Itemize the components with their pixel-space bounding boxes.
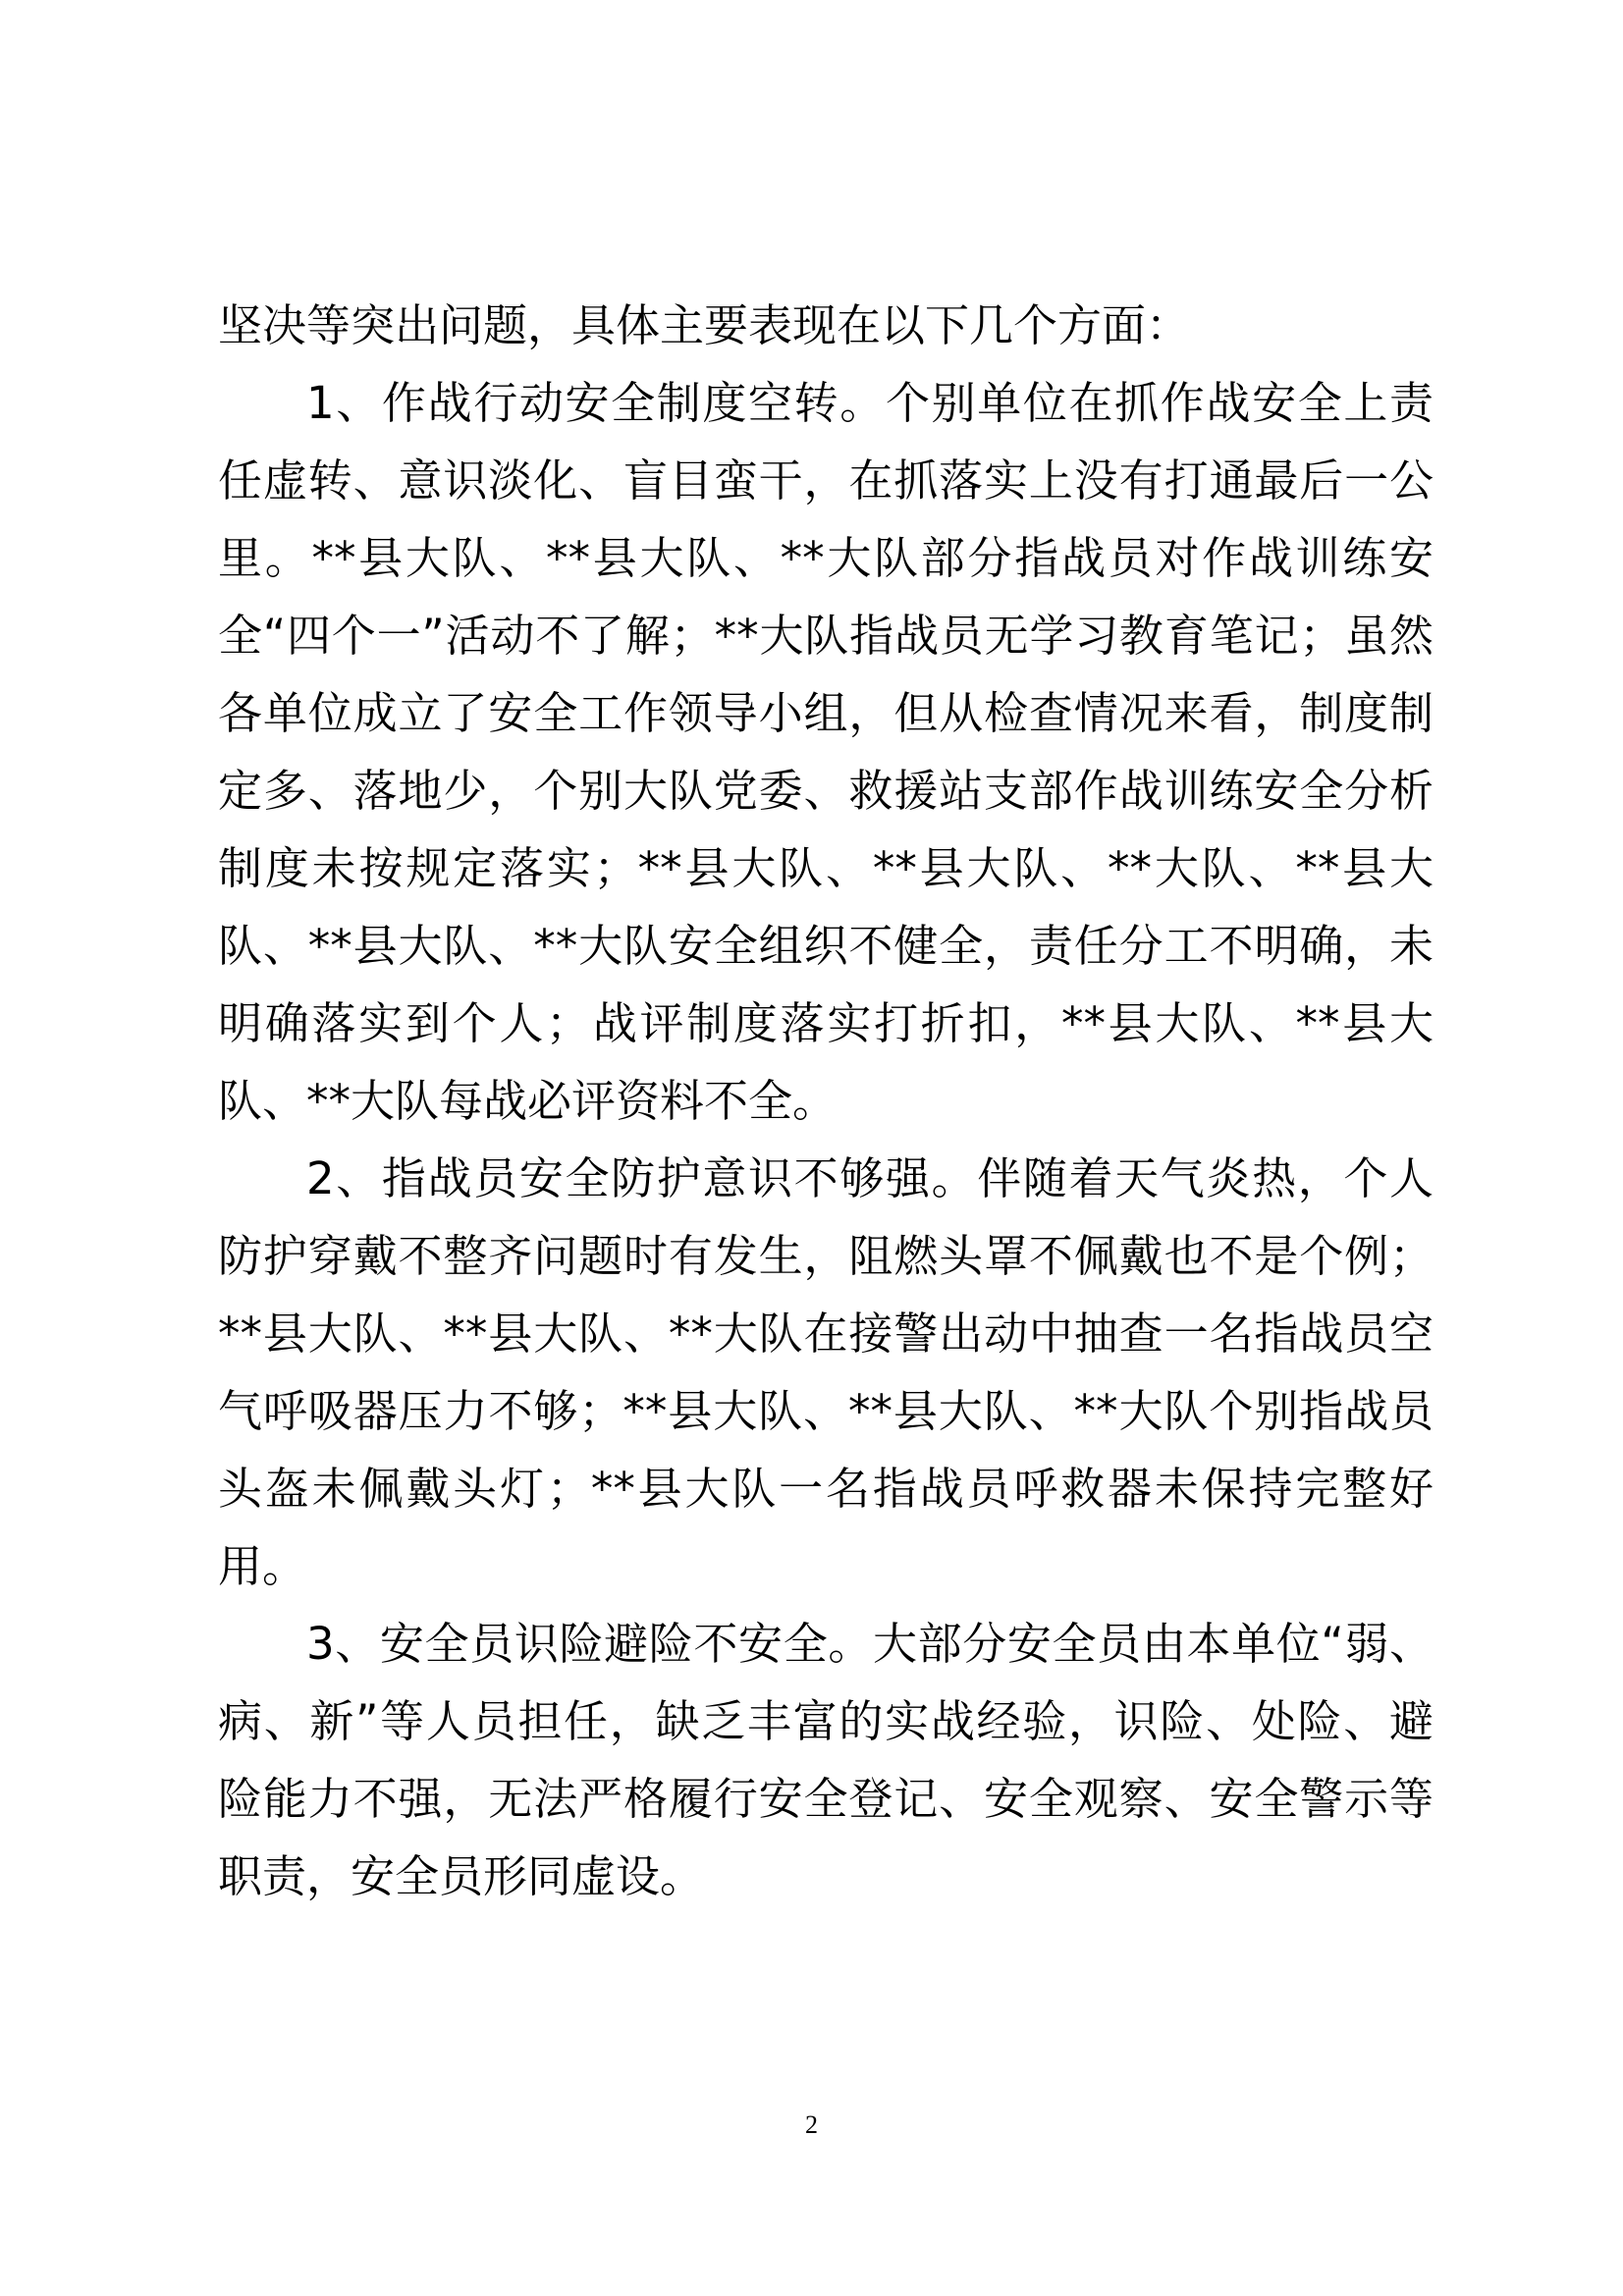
page-number: 2 — [805, 2110, 818, 2139]
paragraph-item-3: 3、安全员识险避险不安全。大部分安全员由本单位“弱、病、新”等人员担任，缺乏丰富的实战经验，识险、处险、避险能力不强，无法严格履行安全登记、安全观察、安全警示等职责，安全员形同虚设。 — [218, 1618, 1434, 1902]
paragraph-item-1: 1、作战行动安全制度空转。个别单位在抓作战安全上责任虚转、意识淡化、盲目蛮干，在抓落实上没有打通最后一公里。**县大队、**县大队、**大队部分指战员对作战训练安全“四个一”活动不了解；**大队指战员无学习教育笔记；虽然各单位成立了安全工作领导小组，但从检查情况来看，制度制定多、落地少，个别大队党委、救援站支部作战训练安全分析制度未按规定落实；**县大队、**县大队、**大队、**县大队、**县大队、**大队安全组织不健全，责任分工不明确，未明确落实到个人；战评制度落实打折扣，**县大队、**县大队、**大队每战必评资料不全。 — [218, 377, 1434, 1127]
paragraph-item-2: 2、指战员安全防护意识不够强。伴随着天气炎热，个人防护穿戴不整齐问题时有发生，阻燃头罩不佩戴也不是个例；**县大队、**县大队、**大队在接警出动中抽查一名指战员空气呼吸器压力不够；**县大队、**县大队、**大队个别指战员头盔未佩戴头灯；**县大队一名指战员呼救器未保持完整好用。 — [218, 1152, 1434, 1592]
body-text — [218, 287, 1434, 1915]
paragraph-intro: 坚决等突出问题，具体主要表现在以下几个方面： — [218, 299, 1191, 351]
